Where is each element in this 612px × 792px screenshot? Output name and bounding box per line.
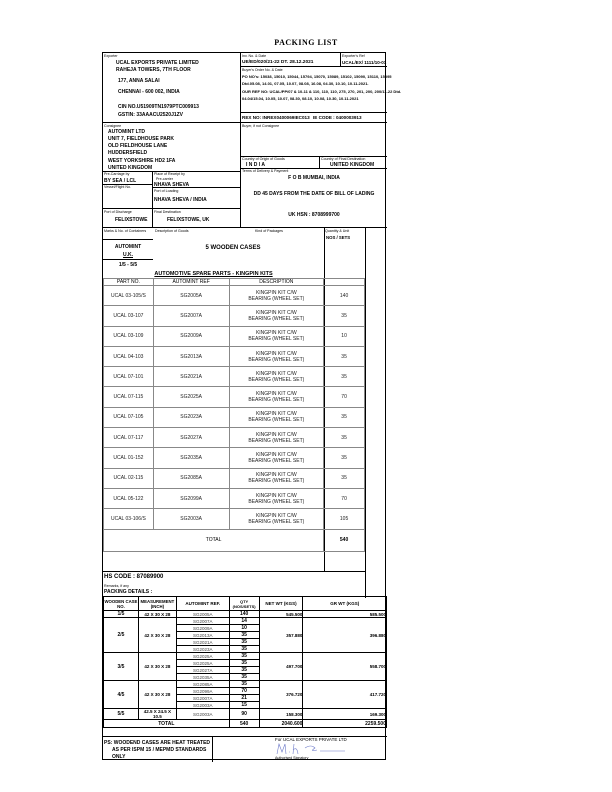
signature-image [275, 742, 385, 756]
quantity: 21 [229, 695, 259, 702]
description-line: KINGPIN KIT C/W [255, 350, 297, 357]
vessel-block [103, 185, 153, 209]
quantity: 35 [229, 667, 259, 674]
col-header: WOODEN CASE NO. [104, 598, 138, 609]
exporter-block [103, 53, 241, 123]
parts-total-row [104, 529, 365, 551]
quantity: 35 [229, 639, 259, 646]
automint-ref: SG2027A [176, 667, 229, 674]
description-line: BEARING (WHEEL SET) [248, 356, 305, 363]
automint-ref: SG2099A [176, 688, 229, 695]
exporter-line: GSTIN: 33AAACU2520J1ZV [118, 112, 184, 118]
part-no: UCAL 07-117 [104, 428, 154, 448]
consignee-label: Consignee [104, 124, 122, 128]
exporter-line: 177, ANNA SALAI [118, 78, 160, 84]
case-no: 4/5 [104, 681, 139, 709]
part-no: UCAL 05-122 [104, 488, 154, 508]
description [229, 488, 324, 508]
goods-title: AUTOMOTIVE SPARE PARTS - KINGPIN KITS [154, 271, 273, 277]
invoice-value: UE/ED/020/21-22 DT. 28.12.2021 [242, 60, 314, 65]
gross-weight: 558.700 [303, 653, 387, 681]
automint-ref: SG2027A [153, 428, 229, 448]
automint-ref: SG2007A [176, 618, 229, 625]
description [229, 306, 324, 326]
quantity: 70 [324, 488, 365, 508]
buyers-order-block [241, 67, 402, 113]
qty-unit: NOS / SETS [326, 235, 351, 240]
divider [103, 259, 153, 260]
place-receipt-block [153, 172, 241, 188]
case-no: 3/5 [104, 653, 139, 681]
automint-ref: SG2099A [153, 488, 229, 508]
package-kind: 5 WOODEN CASES [205, 245, 261, 251]
net-weight: 545.500 [259, 611, 303, 618]
automint-ref: SG2021A [153, 367, 229, 387]
consignee-line: HUDDERSFIELD [108, 150, 148, 156]
net-weight: 357.880 [259, 618, 303, 653]
buyer-label: Buyer, if not Consignee [242, 124, 280, 128]
pre-carriage-value: BY SEA / LCL [104, 178, 137, 184]
automint-ref: SG2021A [176, 639, 229, 646]
description-line: BEARING (WHEEL SET) [248, 498, 305, 505]
col-header: GR WT (KGS) [303, 597, 387, 611]
final-dest-label: Final Destination [154, 210, 181, 214]
automint-ref: SG2085A [176, 681, 229, 688]
rex-number: REX NO: INREX0400069IEC013 [242, 115, 310, 120]
buyers-order-line: OUR REF NO: UCAL/PP/07 & 10-11 & 110, 110, 110, 275, 270, 201, 200, 200/11-22 Dtd. [242, 89, 402, 94]
col-header: PART NO. [104, 279, 154, 286]
total-qty: 540 [229, 720, 259, 728]
automint-ref: SG2007A [176, 695, 229, 702]
col-header: MEASUREMENT (INCH) [138, 597, 176, 611]
description [229, 367, 324, 387]
automint-ref: SG2025A [176, 660, 229, 667]
place-receipt-value: NHAVA SHEVA [154, 182, 190, 188]
consignee-line: UNIT 7, FIELDHOUSE PARK [108, 136, 175, 142]
table-row [104, 448, 365, 468]
quantity: 35 [229, 660, 259, 667]
automint-ref: SG2023A [176, 646, 229, 653]
quantity: 35 [324, 346, 365, 366]
description-line: KINGPIN KIT C/W [255, 370, 297, 377]
table-header-row [104, 279, 365, 286]
gross-weight: 169.300 [303, 709, 387, 720]
consignee-line: AUTOMINT LTD [108, 129, 146, 135]
description [229, 407, 324, 427]
description-line: BEARING (WHEEL SET) [248, 397, 305, 404]
table-row [104, 367, 365, 387]
part-no: UCAL 07-101 [104, 367, 154, 387]
exporter-line: RAHEJA TOWERS, 7TH FLOOR [116, 67, 191, 73]
quantity: 35 [324, 428, 365, 448]
origin-label: Country of Origin of Goods [242, 157, 285, 161]
automint-ref: SG2009A [176, 625, 229, 632]
part-no: UCAL 03-107 [104, 306, 154, 326]
description-line: KINGPIN KIT C/W [255, 289, 297, 296]
exporter-line: CHENNAI - 600 002, INDIA [118, 89, 180, 95]
automint-ref: SG2003A [176, 702, 229, 709]
footnote-line: ONLY [112, 754, 126, 760]
table-row [104, 681, 387, 688]
quantity: 35 [324, 448, 365, 468]
exporters-ref-block [341, 53, 387, 67]
consignee-line: WEST YORKSHIRE HD2 1FA [108, 158, 176, 164]
vessel-label: Vessel/Flight No. [104, 185, 131, 189]
net-weight: 497.700 [259, 653, 303, 681]
automint-ref: SG2023A [153, 407, 229, 427]
quantity: 10 [324, 326, 365, 346]
measurement: 42 X 30 X 28 [138, 653, 176, 681]
description [229, 326, 324, 346]
table-row [104, 709, 387, 720]
parts-table [103, 278, 365, 552]
terms-label: Terms of Delivery & Payment [242, 169, 289, 173]
automint-ref: SG2035A [153, 448, 229, 468]
quantity: 140 [229, 611, 259, 618]
destination-label: Country of Final Destination [321, 157, 366, 161]
marks-line: 1/5 - 5/5 [118, 262, 138, 268]
rex-row [241, 113, 387, 123]
description [229, 346, 324, 366]
part-no: UCAL 01-152 [104, 448, 154, 468]
description-line: KINGPIN KIT C/W [255, 309, 297, 316]
invoice-block [241, 53, 341, 67]
automint-ref: SG2005A [176, 611, 229, 618]
table-row [104, 428, 365, 448]
automint-ref: SG2005A [153, 286, 229, 306]
remarks-label: Remarks, if any [104, 584, 129, 588]
exporter-line: UCAL EXPORTS PRIVATE LIMITED [116, 60, 199, 66]
automint-ref: SG2025A [176, 653, 229, 660]
part-no: UCAL 07-115 [104, 387, 154, 407]
buyers-order-line: PO NO's: 15038, 15010, 15044, 15794, 15070, 15089, 15102, 15090, 15110, 15095 [242, 74, 392, 79]
quantity: 10 [229, 625, 259, 632]
part-no: UCAL 04-103 [104, 346, 154, 366]
place-receipt-sub: Pre-carrier [156, 177, 173, 181]
divider [365, 228, 366, 598]
buyers-order-label: Buyer's Order No. & Date [242, 68, 283, 72]
table-row [104, 611, 387, 618]
final-dest-value: FELIXSTOWE, UK [167, 217, 210, 223]
ie-code: IE CODE : 0400003913 [313, 115, 362, 120]
table-row [104, 509, 365, 529]
exporter-line: CIN NO.U51909TN1979PTC009913 [118, 104, 199, 110]
table-row [104, 407, 365, 427]
origin-block [241, 157, 320, 169]
footnote-line: PS: WOODEND CASES ARE HEAT TREATED [104, 740, 211, 746]
signatory-label: Authorised Signatory [275, 756, 309, 760]
automint-ref: SG2025A [153, 387, 229, 407]
measurement: 42 X 30 X 28 [138, 611, 176, 618]
description [229, 428, 324, 448]
port-loading-block [153, 188, 241, 209]
automint-ref: SG2013A [153, 346, 229, 366]
total-gross: 2259.500 [303, 720, 387, 728]
quantity: 35 [229, 653, 259, 660]
total-label: TOTAL [104, 529, 324, 551]
destination-value: UNITED KINGDOM [330, 162, 375, 168]
description-line: BEARING (WHEEL SET) [248, 478, 305, 485]
automint-ref: SG2035A [176, 674, 229, 681]
port-loading-value: NHAVA SHEVA / INDIA [154, 197, 207, 203]
terms-payment: DD 45 DAYS FROM THE DATE OF BILL OF LADING [253, 191, 375, 197]
packing-list-form [102, 52, 402, 760]
desc-header: Description of Goods [155, 229, 189, 233]
quantity: 90 [229, 709, 259, 720]
description-line: KINGPIN KIT C/W [255, 391, 297, 398]
description-line: BEARING (WHEEL SET) [248, 336, 305, 343]
gross-weight: 417.720 [303, 681, 387, 709]
part-no: UCAL 03-106/S [104, 509, 154, 529]
consignee-line: OLD FIELDHOUSE LANE [108, 143, 168, 149]
case-no: 1/5 [104, 611, 139, 618]
automint-ref: SG2003A [153, 509, 229, 529]
automint-ref: SG2007A [153, 306, 229, 326]
quantity: 15 [229, 702, 259, 709]
divider [103, 239, 153, 240]
description [229, 387, 324, 407]
description [229, 448, 324, 468]
exporter-label: Exporter [104, 54, 118, 58]
description-line: BEARING (WHEEL SET) [248, 295, 305, 302]
quantity: 140 [324, 286, 365, 306]
col-header: DESCRIPTION [229, 279, 324, 286]
table-row [104, 286, 365, 306]
pack-total-row [104, 720, 387, 728]
description [229, 509, 324, 529]
description-line: BEARING (WHEEL SET) [248, 518, 305, 525]
description-line: KINGPIN KIT C/W [255, 512, 297, 519]
col-header: QTY (NOS/SETS) [229, 597, 259, 611]
qty-header: Quantity & Unit [325, 229, 350, 233]
description-line: KINGPIN KIT C/W [255, 411, 297, 418]
exporters-ref-value: UCAL/EX/ 1111/10-01 [342, 60, 387, 65]
port-discharge-label: Port of Discharge [104, 210, 132, 214]
table-row [104, 653, 387, 660]
table-row [104, 468, 365, 488]
buyer-block [241, 123, 387, 157]
case-no: 2/5 [104, 618, 139, 653]
quantity: 35 [229, 681, 259, 688]
quantity: 70 [324, 387, 365, 407]
footer-block [103, 736, 387, 761]
total-qty: 540 [324, 529, 365, 551]
empty-cell [324, 279, 365, 286]
total-net: 2040.600 [259, 720, 303, 728]
quantity: 35 [324, 306, 365, 326]
marks-header: Marks & No. of Containers [104, 229, 147, 233]
description-line: BEARING (WHEEL SET) [248, 376, 305, 383]
terms-block [241, 169, 387, 228]
gross-weight: 585.500 [303, 611, 387, 618]
table-row [104, 387, 365, 407]
table-row [104, 346, 365, 366]
final-dest-block [153, 209, 241, 228]
part-no: UCAL 02-115 [104, 468, 154, 488]
col-header: AUTOMINT REF. [176, 597, 229, 611]
quantity: 35 [229, 646, 259, 653]
measurement: 42 X 30 X 28 [138, 618, 176, 653]
quantity: 35 [229, 632, 259, 639]
quantity: 35 [229, 674, 259, 681]
packing-details-label: PACKING DETAILS : [104, 589, 153, 595]
kind-header: Kind of Packages [255, 229, 283, 233]
table-header-row [104, 597, 387, 611]
case-no: 5/5 [104, 709, 139, 720]
description-line: BEARING (WHEEL SET) [248, 437, 305, 444]
port-discharge-value: FELIXSTOWE [115, 217, 148, 223]
quantity: 70 [229, 688, 259, 695]
consignee-block [103, 123, 241, 172]
description-line: KINGPIN KIT C/W [255, 452, 297, 459]
pre-carriage-block [103, 172, 153, 185]
marks-line: U.K. [123, 252, 133, 258]
part-no: UCAL 07-105 [104, 407, 154, 427]
buyers-order-line: Dtd.05.08, 14.01, 07.05, 10.07, 08.08, 16.08, 04.30, 10.10, 10.11.2021. [242, 81, 369, 86]
buyers-order-line: 04.04/15.04, 10.05, 10.07, 08.30, 08.10, 10.08, 10.30, 10.11.2021 [242, 96, 359, 101]
net-weight: 158.300 [259, 709, 303, 720]
divider [212, 737, 213, 762]
part-no: UCAL 03-109 [104, 326, 154, 346]
table-row [104, 618, 387, 625]
hs-code: HS CODE : 87089900 [104, 574, 164, 580]
terms-fob: F O B MUMBAI, INDIA [288, 175, 340, 181]
divider [103, 571, 365, 572]
description [229, 468, 324, 488]
description-line: BEARING (WHEEL SET) [248, 417, 305, 424]
marks-line: AUTOMINT [114, 244, 142, 250]
measurement: 42 X 30 X 28 [138, 681, 176, 709]
port-discharge-block [103, 209, 153, 228]
quantity: 35 [324, 407, 365, 427]
quantity: 105 [324, 509, 365, 529]
consignee-line: UNITED KINGDOM [108, 165, 153, 171]
origin-value: I N D I A [246, 162, 265, 168]
packing-table [103, 596, 387, 728]
total-label: TOTAL [104, 720, 230, 728]
automint-ref: SG2085A [153, 468, 229, 488]
description-line: KINGPIN KIT C/W [255, 330, 297, 337]
part-no: UCAL 03-105/S [104, 286, 154, 306]
description-line: KINGPIN KIT C/W [255, 431, 297, 438]
document-title: PACKING LIST [274, 38, 338, 47]
automint-ref: SG2003A [176, 709, 229, 720]
table-row [104, 306, 365, 326]
place-receipt-label: Place of Receipt by [154, 172, 185, 176]
port-loading-label: Port of Loading [154, 189, 179, 193]
exporters-ref-label: Exporter's Ref [342, 54, 365, 58]
quantity: 35 [324, 468, 365, 488]
description-line: KINGPIN KIT C/W [255, 492, 297, 499]
invoice-label: Inv. No. & Date [242, 54, 267, 58]
description-line: BEARING (WHEEL SET) [248, 458, 305, 465]
table-row [104, 326, 365, 346]
description [229, 286, 324, 306]
col-header: NET WT (KGS) [259, 597, 303, 611]
pre-carriage-label: Pre-Carriage by [104, 172, 130, 176]
automint-ref: SG2013A [176, 632, 229, 639]
description-line: BEARING (WHEEL SET) [248, 315, 305, 322]
gross-weight: 396.880 [303, 618, 387, 653]
footnote-line: AS PER ISPM 15 / MEPMD STANDARDS [112, 747, 207, 753]
signatory-company: For UCAL EXPORTS PRIVATE LTD [275, 737, 347, 742]
destination-block [320, 157, 387, 169]
uk-hsn: UK HSN : 8708999700 [288, 212, 340, 218]
quantity: 35 [324, 367, 365, 387]
description-line: KINGPIN KIT C/W [255, 472, 297, 479]
quantity: 14 [229, 618, 259, 625]
automint-ref: SG2009A [153, 326, 229, 346]
col-header: AUTOMINT REF [153, 279, 229, 286]
table-row [104, 488, 365, 508]
measurement: 42.5 X 24.5 X 10.5 [138, 709, 176, 720]
net-weight: 376.720 [259, 681, 303, 709]
